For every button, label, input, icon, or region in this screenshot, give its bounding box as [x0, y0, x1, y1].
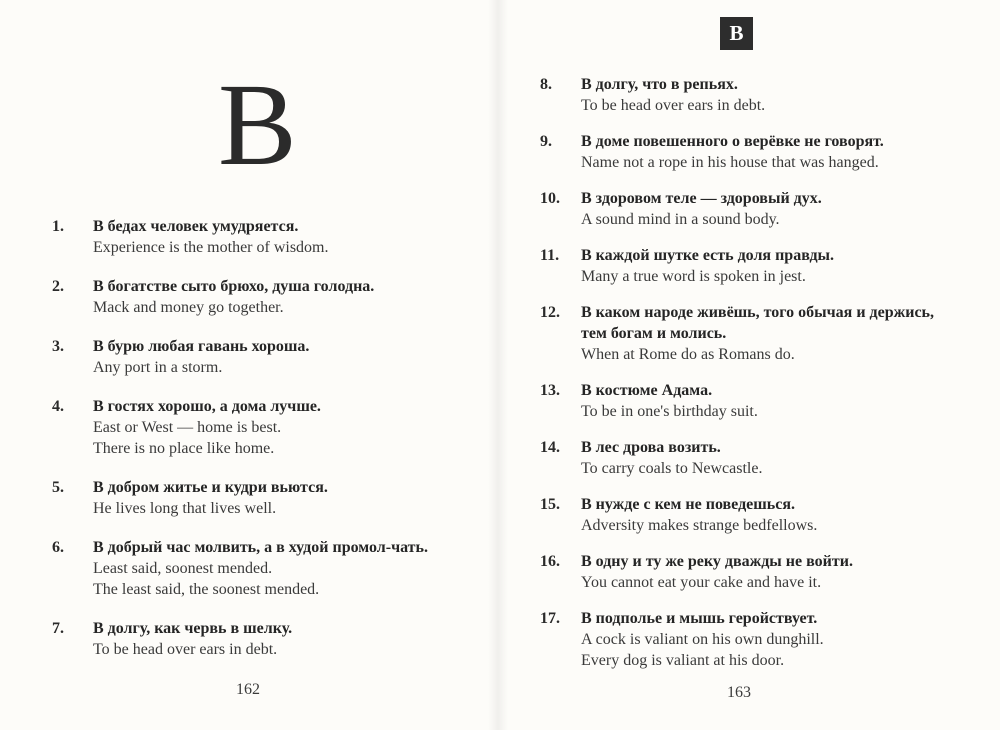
- english-equivalent-line: East or West — home is best.: [93, 419, 282, 436]
- english-equivalent-line: To carry coals to Newcastle.: [581, 460, 763, 477]
- entry-body: [581, 551, 960, 593]
- russian-proverb: В нужде с кем не поведешься.: [581, 496, 795, 513]
- entry-number: 4.: [52, 398, 64, 415]
- proverb-entry: [52, 396, 452, 459]
- entry-number: 12.: [540, 304, 560, 321]
- english-equivalent: [581, 266, 960, 287]
- english-equivalent-line: To be in one's birthday suit.: [581, 403, 758, 420]
- entry-body: [581, 437, 960, 479]
- entry-body: [93, 216, 452, 258]
- entry-body: [93, 396, 452, 459]
- english-equivalent: [581, 458, 960, 479]
- entry-number: 5.: [52, 479, 64, 496]
- english-equivalent-line: When at Rome do as Romans do.: [581, 346, 795, 363]
- english-equivalent-line: Many a true word is spoken in jest.: [581, 268, 806, 285]
- english-equivalent: [93, 639, 452, 660]
- entry-number: 3.: [52, 338, 64, 355]
- proverb-entry: [540, 437, 960, 479]
- proverb-entry: [52, 618, 452, 660]
- russian-proverb: В подполье и мышь геройствует.: [581, 610, 818, 627]
- english-equivalent: [581, 95, 960, 116]
- entry-body: [93, 336, 452, 378]
- russian-proverb: В бурю любая гавань хороша.: [93, 338, 310, 355]
- proverb-entry: [540, 74, 960, 116]
- russian-proverb: В каждой шутке есть доля правды.: [581, 247, 835, 264]
- english-equivalent: [93, 297, 452, 318]
- entry-number: 9.: [540, 133, 552, 150]
- proverb-entry: [540, 551, 960, 593]
- entry-number: 15.: [540, 496, 560, 513]
- left-entry-list: [52, 216, 452, 678]
- english-equivalent-line: To be head over ears in debt.: [93, 641, 278, 658]
- entry-number: 17.: [540, 610, 560, 627]
- english-equivalent-line: A cock is valiant on his own dunghill.: [581, 631, 824, 648]
- entry-number: 11.: [540, 247, 560, 264]
- russian-proverb: В добрый час молвить, а в худой промол-чать.: [93, 539, 428, 556]
- proverb-entry: [52, 216, 452, 258]
- english-equivalent: [581, 629, 960, 671]
- russian-proverb: В богатстве сыто брюхо, душа голодна.: [93, 278, 375, 295]
- proverb-entry: [540, 494, 960, 536]
- english-equivalent: [93, 237, 452, 258]
- proverb-entry: [540, 302, 960, 365]
- english-equivalent: [93, 417, 452, 459]
- entry-body: [581, 74, 960, 116]
- entry-number: 7.: [52, 620, 64, 637]
- russian-proverb: В одну и ту же реку дважды не войти.: [581, 553, 853, 570]
- entry-body: [93, 618, 452, 660]
- left-page: [0, 0, 495, 730]
- english-equivalent: [581, 344, 960, 365]
- entry-body: [581, 188, 960, 230]
- russian-proverb: В доме повешенного о верёвке не говорят.: [581, 133, 884, 150]
- left-page-number: 162: [236, 681, 260, 698]
- english-equivalent-line: Every dog is valiant at his door.: [581, 652, 785, 669]
- english-equivalent: [93, 558, 452, 600]
- english-equivalent: [93, 357, 452, 378]
- right-page-number: 163: [727, 684, 751, 701]
- proverb-entry: [52, 537, 452, 600]
- russian-proverb: В лес дрова возить.: [581, 439, 721, 456]
- english-equivalent-line: Name not a rope in his house that was hanged.: [581, 154, 879, 171]
- english-equivalent: [581, 401, 960, 422]
- english-equivalent: [581, 572, 960, 593]
- proverb-entry: [52, 336, 452, 378]
- english-equivalent-line: Mack and money go together.: [93, 299, 284, 316]
- entry-number: 16.: [540, 553, 560, 570]
- english-equivalent: [93, 498, 452, 519]
- proverb-entry: [540, 188, 960, 230]
- english-equivalent-line: A sound mind in a sound body.: [581, 211, 780, 228]
- russian-proverb: В бедах человек умудряется.: [93, 218, 299, 235]
- entry-body: [581, 608, 960, 671]
- russian-proverb: В здоровом теле — здоровый дух.: [581, 190, 822, 207]
- english-equivalent-line: Least said, soonest mended.: [93, 560, 273, 577]
- proverb-entry: [540, 608, 960, 671]
- section-letter: B: [218, 59, 297, 190]
- proverb-entry: [52, 477, 452, 519]
- russian-proverb: В каком народе живёшь, того обычая и держись, тем богам и молись.: [581, 304, 935, 342]
- entry-body: [93, 537, 452, 600]
- entry-body: [581, 245, 960, 287]
- entry-number: 14.: [540, 439, 560, 456]
- entry-body: [581, 380, 960, 422]
- proverb-entry: [52, 276, 452, 318]
- english-equivalent-line: Experience is the mother of wisdom.: [93, 239, 329, 256]
- entry-number: 8.: [540, 76, 552, 93]
- entry-number: 6.: [52, 539, 64, 556]
- entry-number: 13.: [540, 382, 560, 399]
- english-equivalent-line: Any port in a storm.: [93, 359, 223, 376]
- english-equivalent-line: The least said, the soonest mended.: [93, 581, 320, 598]
- english-equivalent-line: There is no place like home.: [93, 440, 275, 457]
- proverb-entry: [540, 380, 960, 422]
- section-tab: B: [720, 17, 753, 50]
- entry-body: [581, 302, 960, 365]
- entry-number: 10.: [540, 190, 560, 207]
- right-page: [505, 0, 1000, 730]
- entry-number: 2.: [52, 278, 64, 295]
- entry-body: [93, 276, 452, 318]
- russian-proverb: В долгу, как червь в шелку.: [93, 620, 293, 637]
- russian-proverb: В костюме Адама.: [581, 382, 713, 399]
- right-entry-list: [540, 74, 960, 686]
- english-equivalent-line: He lives long that lives well.: [93, 500, 277, 517]
- entry-body: [93, 477, 452, 519]
- entry-number: 1.: [52, 218, 64, 235]
- english-equivalent-line: To be head over ears in debt.: [581, 97, 766, 114]
- russian-proverb: В гостях хорошо, а дома лучше.: [93, 398, 321, 415]
- russian-proverb: В долгу, что в репьях.: [581, 76, 738, 93]
- english-equivalent: [581, 209, 960, 230]
- entry-body: [581, 131, 960, 173]
- english-equivalent-line: You cannot eat your cake and have it.: [581, 574, 822, 591]
- proverb-entry: [540, 131, 960, 173]
- entry-body: [581, 494, 960, 536]
- english-equivalent: [581, 515, 960, 536]
- english-equivalent: [581, 152, 960, 173]
- english-equivalent-line: Adversity makes strange bedfellows.: [581, 517, 818, 534]
- proverb-entry: [540, 245, 960, 287]
- russian-proverb: В добром житье и кудри вьются.: [93, 479, 328, 496]
